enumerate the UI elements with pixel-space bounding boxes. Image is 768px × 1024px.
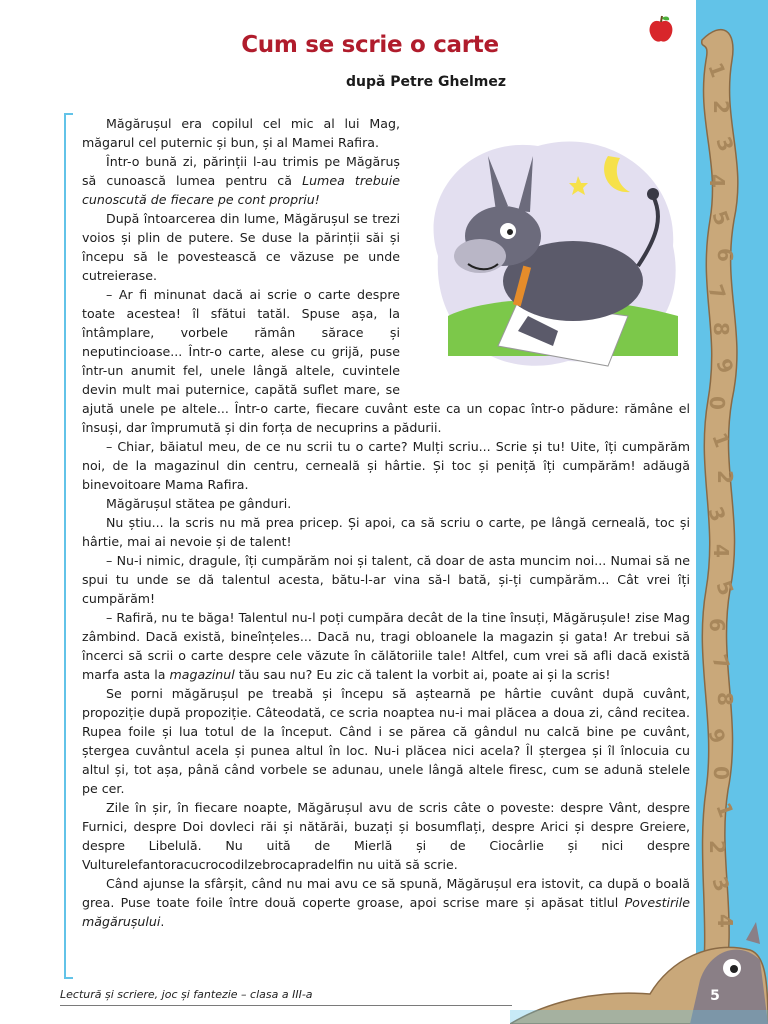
story-paragraph — [82, 798, 690, 874]
paragraph-text: . — [160, 914, 165, 929]
ruler-digit: 2 — [708, 100, 733, 114]
ruler-digit: 6 — [704, 618, 729, 632]
ruler-digit: 4 — [704, 174, 729, 188]
ruler-digit: 2 — [712, 470, 737, 484]
paragraph-text: – Ar fi minunat dacă ai scrie o carte despre toate acestea! îl sfătui tatăl. Spuse așa, la întâmplare, vorbele rămân sărace și neputincioase... Într-o carte, alese cu grijă, puse într-un anumit fel, unele lângă altele, cuvintele devin mult mai puternice, capătă suflet mare, se ajută unele pe altele... Într-o carte, fiecare cuvânt este ca un copac într-o pădure: rămâne el însuși, dar împrumută și din forța de necuprins a pădurii. — [82, 287, 690, 435]
paragraph-text: – Nu-i nimic, dragule, îți cumpărăm noi și talent, că doar de asta muncim noi... Numai să ne spui tu unde se dă talentul acesta, bătu-l-ar vina să-l bată, și-ți cumpărăm... Cât vrei îți cumpărăm! — [82, 553, 690, 606]
paragraph-text: Zile în șir, în fiecare noapte, Măgărușul avu de scris câte o poveste: despre Vânt, despre Furnici, despre Doi dovleci răi și nătărăi, buzați și bosumflați, despre Arici și despre Greiere, despre Libelulă. Nu uită de Mierlă și de Ciocârlie și nici despre Vulturelefantoracucrocodilzebrocapradelfin nu uită să scrie. — [82, 800, 690, 872]
ruler-digit: 6 — [712, 248, 737, 262]
ruler-digit: 1 — [703, 59, 731, 81]
italic-phrase: Povestirile măgărușului — [82, 895, 690, 929]
donkey-corner-icon — [510, 920, 768, 1024]
paragraph-text: Măgărușul era copilul cel mic al lui Mag, măgarul cel puternic și bun, și al Mamei Rafira. — [82, 116, 400, 150]
ruler-digit: 5 — [707, 207, 735, 229]
story-paragraph — [82, 513, 690, 551]
page-number: 5 — [710, 988, 720, 1004]
donkey-icon — [408, 116, 698, 388]
paragraph-text: – Chiar, băiatul meu, de ce nu scrii tu o carte? Mulți scriu... Scrie și tu! Uite, îți cumpărăm noi, de la magazinul din centru, cerneală și hârtie. Și toc și peniță îți cumpărăm! adăugă binevoitoare Mama Rafira. — [82, 439, 690, 492]
ruler-digit: 7 — [703, 281, 731, 303]
ruler-digit: 2 — [704, 840, 729, 854]
paragraph-text: – Rafiră, nu te băga! Talentul nu-l poți cumpăra decât de la tine însuți, Măgărușule! zise Mag zâmbind. Dacă există, bineînțeles... Dacă nu, tragi obloanele la magazin și gata! Ar trebui să încerci să scrii o carte despre cele văzute în călătoriile tale! Altfel, cum vrei să afli dacă există marfa asta la — [82, 610, 690, 682]
paragraph-text: Se porni măgărușul pe treabă și începu să aștearnă pe hârtie cuvânt după cuvânt, propoziție după propoziție. Câteodată, ce scria noaptea nu-i mai plăcea a doua zi, când recitea. Rupea foile și lua totul de la început. Când i se părea că gândul nu calcă bine pe cuvânt, ștergea cuvântul acela și punea altul în loc. Nu-i plăcea nici acela? Îl ștergea și îl înlocuia cu altul și, tot așa, până când vorbele se adunau, unele lângă altele firesc, cum se adună stelele pe cer. — [82, 686, 690, 796]
ruler-digit: 5 — [711, 577, 739, 599]
text-bracket — [64, 113, 73, 979]
ruler-digit: 1 — [707, 429, 735, 451]
ruler-digit: 3 — [707, 873, 735, 895]
paragraph-text: tău sau nu? Eu zic că talent la vorbit ai, poate ai și la scris! — [234, 667, 611, 682]
ruler-digit: 4 — [712, 914, 737, 928]
paragraph-text: Nu știu... la scris nu mă prea pricep. Și apoi, ca să scriu o carte, pe lângă cerneală, toc și hârtie, mai ai nevoie și de talent! — [82, 515, 690, 549]
story-paragraph — [82, 608, 690, 684]
paragraph-text: Măgărușul stătea pe gânduri. — [106, 496, 292, 511]
ruler-digit: 3 — [703, 503, 731, 525]
ruler-digit: 8 — [712, 692, 737, 706]
donkey-writing-illustration — [408, 116, 698, 388]
ruler-decoration — [692, 0, 750, 1010]
ruler-digit: 3 — [711, 133, 739, 155]
italic-phrase: Lumea trebuie cunoscută de fiecare pe cont propriu! — [82, 173, 400, 207]
ruler-digit: 8 — [708, 322, 733, 336]
ruler-digit: 7 — [707, 651, 735, 673]
ruler-digit: 0 — [708, 766, 733, 780]
story-paragraph — [82, 551, 690, 608]
ruler-digit: 4 — [708, 544, 733, 558]
paragraph-text: După întoarcerea din lume, Măgărușul se trezi voios și plin de putere. Se duse la părinții săi și începu să le povestească ce văzuse pe unde cutreierase. — [82, 211, 400, 283]
author-subtitle: după Petre Ghelmez — [345, 74, 506, 90]
footer-divider — [60, 1005, 512, 1006]
ruler-digit: 9 — [711, 355, 739, 377]
story-paragraph — [82, 437, 690, 494]
paragraph-text: Într-o bună zi, părinții l-au trimis pe Măgăruș să cunoască lumea pentru că — [82, 154, 400, 188]
story-text — [82, 114, 690, 931]
paragraph-text: Când ajunse la sfârșit, când nu mai avu ce să spună, Măgărușul era istovit, ca după o boală grea. Puse toate foile între două coperte groase, apoi scrise mare și apăsat titlul — [82, 876, 690, 910]
story-paragraph — [82, 494, 690, 513]
story-paragraph — [82, 684, 690, 798]
page-title: Cum se scrie o carte — [241, 32, 499, 58]
italic-phrase: magazinul — [169, 667, 235, 682]
footer-text: Lectură și scriere, joc și fantezie – clasa a III-a — [60, 988, 313, 1001]
ruler-digit: 0 — [704, 396, 729, 410]
ruler-digit: 1 — [711, 799, 739, 821]
ruler-digit: 9 — [703, 725, 731, 747]
